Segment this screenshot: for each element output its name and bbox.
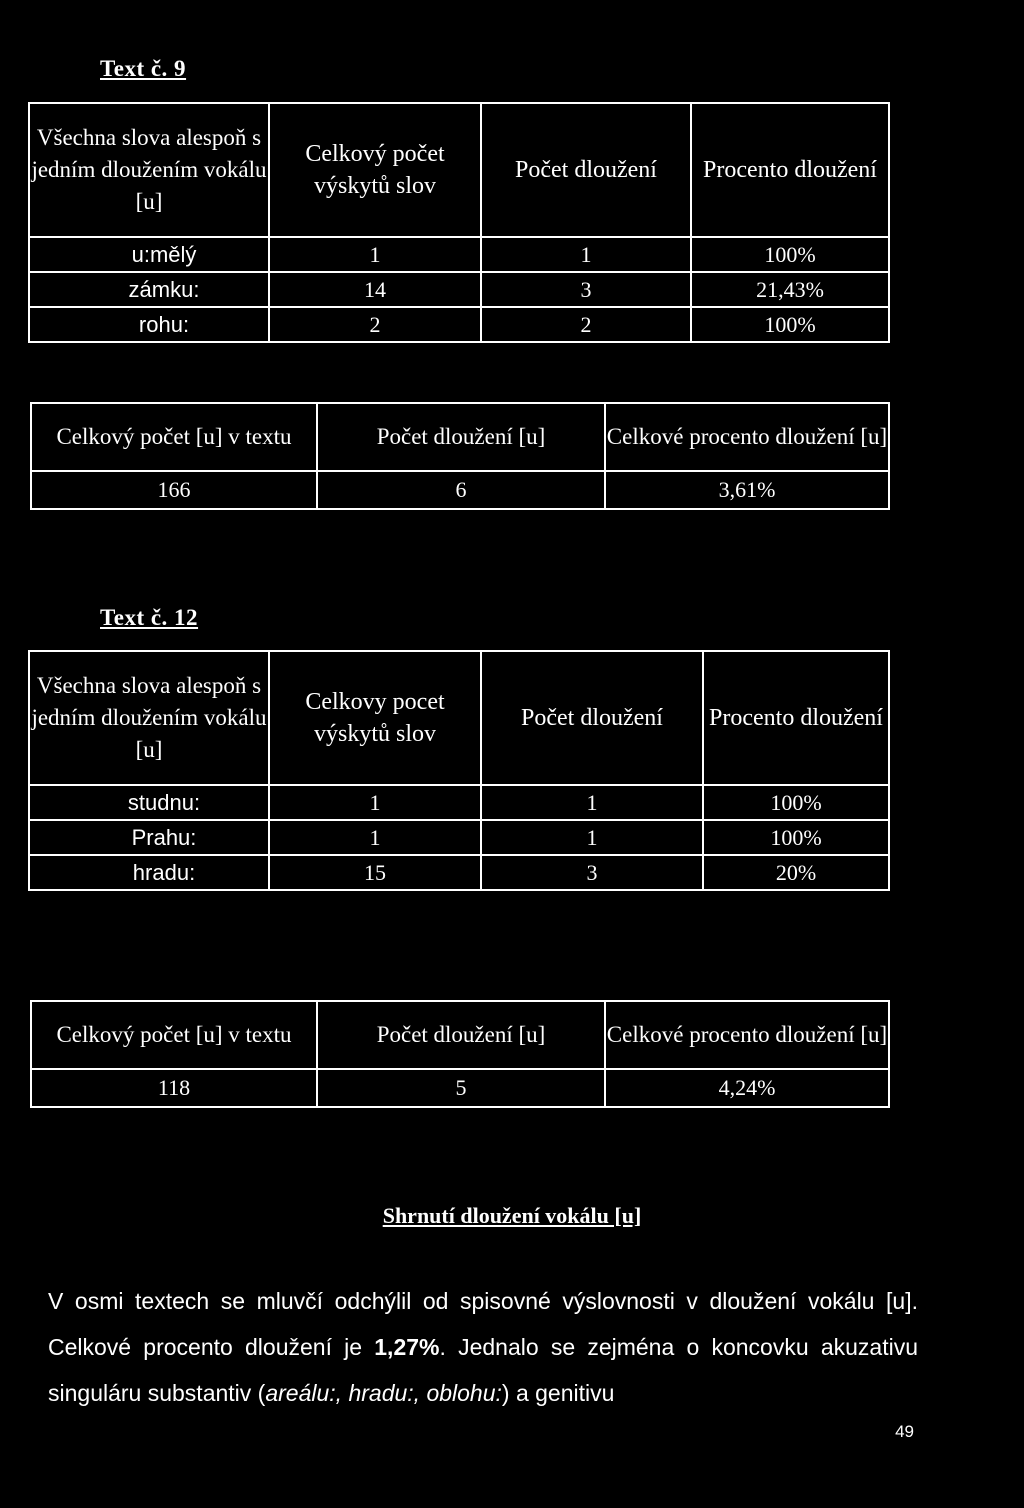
cell-count: 3: [481, 272, 691, 307]
paragraph-text-2: . Jednalo se zejména o koncovku akuzativu singuláru substantiv (: [48, 1334, 918, 1406]
cell-percent: 20%: [703, 855, 889, 890]
cell-total-percent: 3,61%: [605, 471, 889, 509]
cell-total-u: 166: [31, 471, 317, 509]
table-row: [29, 237, 889, 272]
summary-table-text-12: [30, 1000, 890, 1108]
header-total-u: Celkový počet [u] v textu: [31, 1001, 317, 1069]
cell-total-percent: 4,24%: [605, 1069, 889, 1107]
cell-word: rohu:: [29, 307, 269, 342]
cell-count: 1: [481, 237, 691, 272]
header-total-count: Celkový počet výskytů slov: [269, 103, 481, 237]
header-all-words: Všechna slova alespoň s jedním dloužením vokálu [u]: [29, 103, 269, 237]
page-number: 49: [895, 1422, 914, 1441]
header-total-u: Celkový počet [u] v textu: [31, 403, 317, 471]
table-row: [31, 1069, 889, 1107]
header-all-words: Všechna slova alespoň s jedním dloužením vokálu [u]: [29, 651, 269, 785]
cell-total: 2: [269, 307, 481, 342]
header-lengthening-count: Počet dloužení: [481, 651, 703, 785]
header-lengthening-u: Počet dloužení [u]: [317, 1001, 605, 1069]
header-lengthening-u: Počet dloužení [u]: [317, 403, 605, 471]
cell-percent: 100%: [691, 307, 889, 342]
table-row: [29, 785, 889, 820]
cell-word: zámku:: [29, 272, 269, 307]
cell-count: 1: [481, 820, 703, 855]
table-row: [29, 272, 889, 307]
cell-total: 15: [269, 855, 481, 890]
header-total-count: Celkovy pocet výskytů slov: [269, 651, 481, 785]
summary-table-text-9: [30, 402, 890, 510]
cell-total-u: 118: [31, 1069, 317, 1107]
table-row: [31, 471, 889, 509]
cell-total: 1: [269, 785, 481, 820]
cell-word: studnu:: [29, 785, 269, 820]
summary-paragraph: [48, 1278, 918, 1416]
cell-lengthening-u: 6: [317, 471, 605, 509]
paragraph-bold-value: 1,27%: [374, 1334, 440, 1360]
cell-count: 1: [481, 785, 703, 820]
cell-percent: 100%: [691, 237, 889, 272]
cell-count: 3: [481, 855, 703, 890]
table-row: [29, 820, 889, 855]
table-header-row: [31, 1001, 889, 1069]
section-heading-text-9: Text č. 9: [100, 56, 187, 81]
cell-word: Prahu:: [29, 820, 269, 855]
cell-total: 1: [269, 820, 481, 855]
paragraph-text-1: V osmi textech se mluvčí odchýlil od spisovné výslovnosti v dloužení vokálu [u]. Celkové procento dloužení je: [48, 1288, 918, 1360]
header-lengthening-count: Počet dloužení: [481, 103, 691, 237]
cell-percent: 100%: [703, 785, 889, 820]
cell-percent: 100%: [703, 820, 889, 855]
table-header-row: [31, 403, 889, 471]
table-row: [29, 855, 889, 890]
header-total-percent: Celkové procento dloužení [u]: [605, 403, 889, 471]
summary-heading: Shrnutí dloužení vokálu [u]: [382, 1203, 642, 1228]
header-total-percent: Celkové procento dloužení [u]: [605, 1001, 889, 1069]
table-header-row: [29, 651, 889, 785]
cell-lengthening-u: 5: [317, 1069, 605, 1107]
paragraph-text-3: ) a genitivu: [501, 1380, 615, 1406]
paragraph-italic-words: areálu:, hradu:, oblohu:: [265, 1380, 502, 1406]
cell-count: 2: [481, 307, 691, 342]
cell-total: 1: [269, 237, 481, 272]
header-lengthening-percent: Procento dloužení: [691, 103, 889, 237]
word-table-text-12: [28, 650, 890, 891]
word-table-text-9: [28, 102, 890, 343]
cell-total: 14: [269, 272, 481, 307]
section-heading-text-12: Text č. 12: [100, 605, 199, 630]
cell-word: u:mělý: [29, 237, 269, 272]
cell-percent: 21,43%: [691, 272, 889, 307]
header-lengthening-percent: Procento dloužení: [703, 651, 889, 785]
table-header-row: [29, 103, 889, 237]
cell-word: hradu:: [29, 855, 269, 890]
table-row: [29, 307, 889, 342]
